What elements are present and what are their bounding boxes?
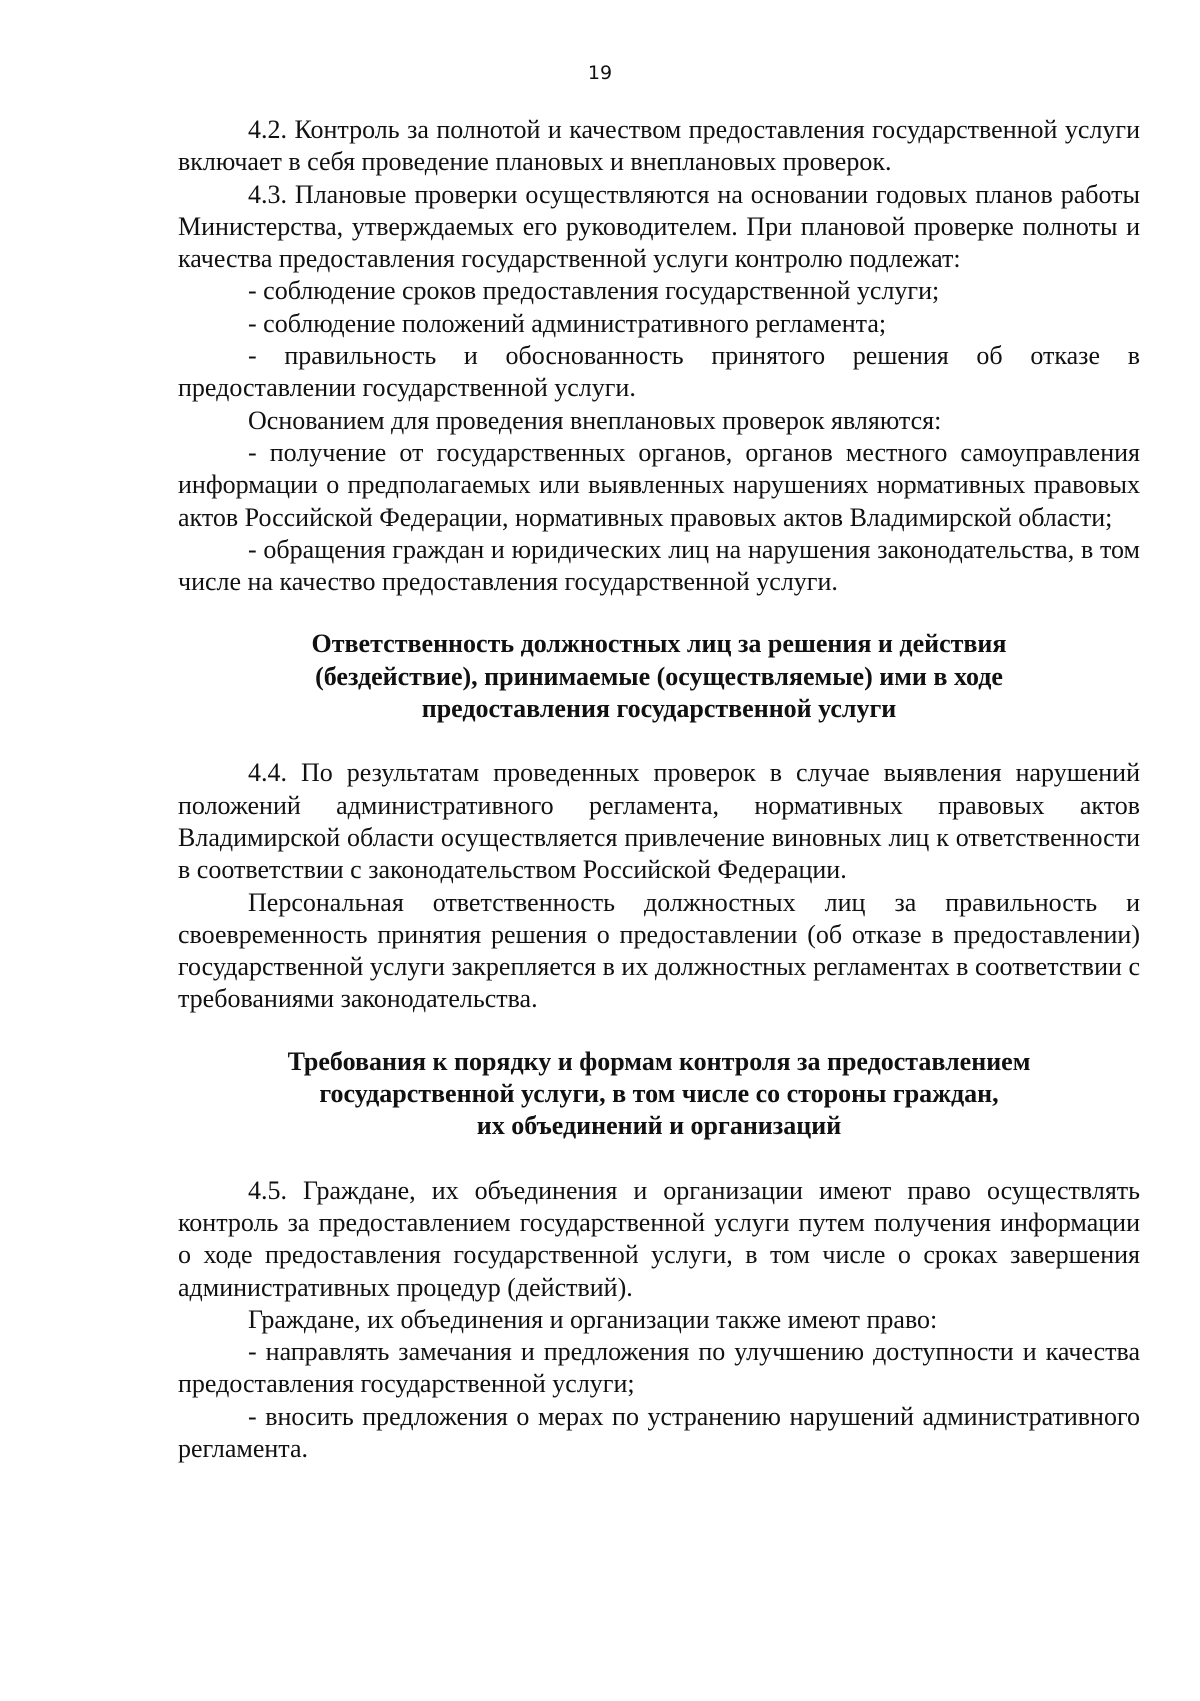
paragraph-4-2: 4.2. Контроль за полнотой и качеством предоставления государственной услуги включает в себя проведение плановых и внеплановых проверок. xyxy=(178,115,1140,177)
heading-line: Требования к порядку и формам контроля за предоставлением xyxy=(287,1046,1031,1076)
list-item-appeals: - обращения граждан и юридических лиц на нарушения законодательства, в том числе на качество предоставления государственной услуги. xyxy=(178,534,1140,597)
paragraph-rights: Граждане, их объединения и организации также имеют право: xyxy=(248,1304,938,1334)
list-item-correctness: - правильность и обоснованность принятого решения об отказе в предоставлении государственной услуги. xyxy=(178,341,1140,403)
paragraph-4-3: 4.3. Плановые проверки осуществляются на основании годовых планов работы Министерства, утверждаемых его руководителем. При плановой проверке полноты и качества предоставления государственной услуги контролю подлежат: xyxy=(178,179,1140,274)
section-heading-control-requirements xyxy=(178,1046,1140,1143)
list-item-remarks: - направлять замечания и предложения по улучшению доступности и качества предоставления государственной услуги; xyxy=(178,1337,1140,1399)
document-body xyxy=(178,114,1140,1465)
heading-line: Ответственность должностных лиц за решения и действия xyxy=(311,629,1007,659)
list-item-info-received: - получение от государственных органов, органов местного самоуправления информации о предполагаемых или выявленных нарушениях нормативных правовых актов Российской Федерации, нормативных правовых актов Владимирской области; xyxy=(178,437,1140,532)
heading-line: государственной услуги, в том числе со стороны граждан, xyxy=(319,1079,999,1109)
paragraph-4-5: 4.5. Граждане, их объединения и организации имеют право осуществлять контроль за предоставлением государственной услуги путем получения информации о ходе предоставления государственной услуги, в том числе о сроках завершения административных процедур (действий). xyxy=(178,1175,1140,1302)
list-item-regulation: - соблюдение положений административного регламента; xyxy=(248,308,887,338)
paragraph-unscheduled-grounds: Основанием для проведения внеплановых проверок являются: xyxy=(248,405,942,435)
section-heading-responsibility xyxy=(178,628,1140,725)
paragraph-personal-responsibility: Персональная ответственность должностных лиц за правильность и своевременность принятия решения о предоставлении (об отказе в предоставлении) государственной услуги закрепляется в их должностных регламентах в соответствии с требованиями законодательства. xyxy=(178,887,1140,1014)
list-item-proposals: - вносить предложения о мерах по устранению нарушений административного регламента. xyxy=(178,1401,1140,1463)
page-number: 19 xyxy=(587,62,613,84)
heading-line: (бездействие), принимаемые (осуществляемые) ими в ходе xyxy=(315,661,1003,691)
heading-line: предоставления государственной услуги xyxy=(421,694,897,724)
heading-line: их объединений и организаций xyxy=(476,1111,842,1141)
paragraph-4-4: 4.4. По результатам проведенных проверок в случае выявления нарушений положений административного регламента, нормативных правовых актов Владимирской области осуществляется привлечение виновных лиц к ответственности в соответствии с законодательством Российской Федерации. xyxy=(178,758,1140,885)
list-item-deadlines: - соблюдение сроков предоставления государственной услуги; xyxy=(248,276,940,306)
